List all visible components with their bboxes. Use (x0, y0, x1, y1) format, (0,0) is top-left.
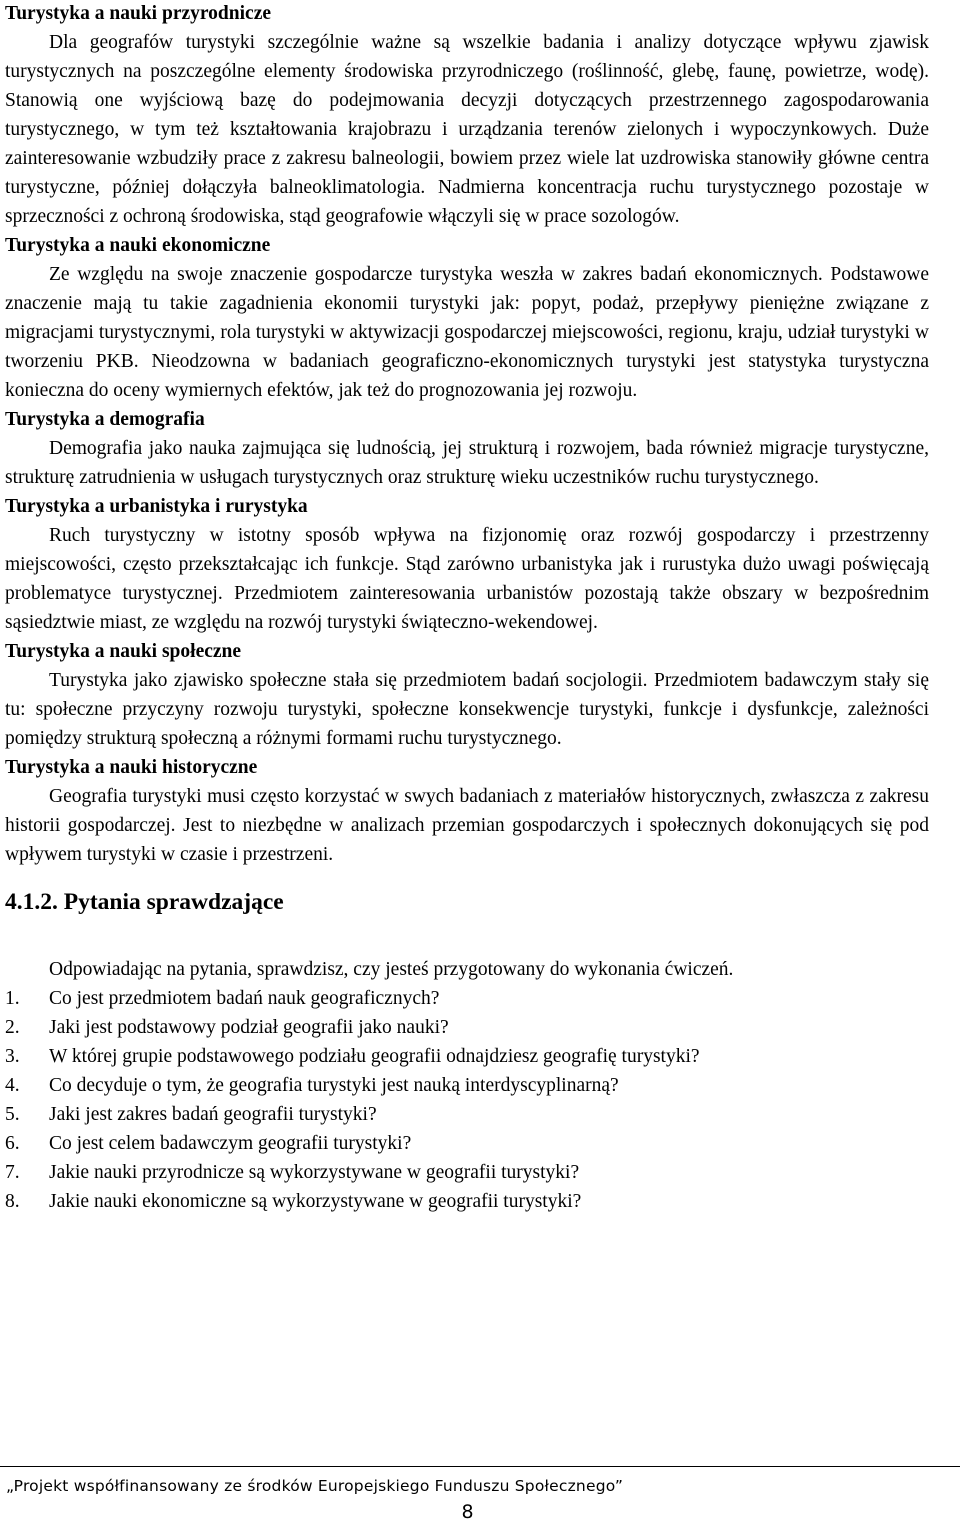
question-item (5, 984, 929, 1013)
question-text: Jaki jest zakres badań geografii turystyki? (49, 1104, 377, 1125)
footer-text: „Projekt współfinansowany ze środków Europejskiego Funduszu Społecznego” (6, 1477, 624, 1495)
page-number: 8 (461, 1501, 474, 1523)
question-text: Jakie nauki przyrodnicze są wykorzystywane w geografii turystyki? (49, 1162, 580, 1183)
question-item (5, 1071, 929, 1100)
section-paragraph: Turystyka jako zjawisko społeczne stała się przedmiotem badań socjologii. Przedmiotem badawczym stały się tu: społeczne przyczyny rozwoju turystyki, społeczne konsekwencje turystyki, funkcje i dysfunkcje, zależności pomiędzy strukturą społeczną a różnymi formami ruchu turystycznego. (5, 670, 929, 749)
questions-title: 4.1.2. Pytania sprawdzające (5, 889, 284, 915)
question-item (5, 1042, 929, 1071)
question-text: Jaki jest podstawowy podział geografii jako nauki? (49, 1017, 449, 1038)
document-page (5, 0, 929, 1216)
question-number: 6. (5, 1133, 20, 1154)
question-number: 8. (5, 1191, 20, 1212)
section-heading: Turystyka a nauki przyrodnicze (5, 3, 272, 24)
question-text: W której grupie podstawowego podziału geografii odnajdziesz geografię turystyki? (49, 1046, 700, 1067)
section-paragraph: Ze względu na swoje znaczenie gospodarcze turystyka weszła w zakres badań ekonomicznych. Podstawowe znaczenie mają tu takie zagadnienia ekonomii turystyki jak: popyt, podaż, przepływy pieniężne związane z migracjami turystycznymi, rola turystyki w aktywizacji gospodarczej miejscowości, regionu, kraju, udział turystyki w tworzeniu PKB. Nieodzowna w badaniach geograficzno-ekonomicznych turystyki jest statystyka turystyczna konieczna do oceny wymiernych efektów, jak też do prognozowania jej rozwoju. (5, 264, 929, 401)
section-paragraph: Ruch turystyczny w istotny sposób wpływa na fizjonomię oraz rozwój gospodarczy i przestrzenny miejscowości, często przekształcając ich funkcje. Stąd zarówno urbanistyka jak i rurustyka dużo uwagi poświęcają problematyce turystycznej. Przedmiotem zainteresowania urbanistów pozostają także obszary w bezpośrednim sąsiedztwie miast, ze względu na rozwój turystyki świąteczno-wekendowej. (5, 525, 929, 633)
question-item (5, 1013, 929, 1042)
section-heading: Turystyka a nauki historyczne (5, 757, 258, 778)
question-number: 4. (5, 1075, 20, 1096)
question-text: Co jest przedmiotem badań nauk geograficznych? (49, 988, 440, 1009)
question-item (5, 1129, 929, 1158)
section-heading: Turystyka a urbanistyka i rurystyka (5, 496, 308, 517)
question-number: 5. (5, 1104, 20, 1125)
question-number: 3. (5, 1046, 20, 1067)
question-text: Co jest celem badawczym geografii turystyki? (49, 1133, 412, 1154)
question-item (5, 1187, 929, 1216)
question-text: Jakie nauki ekonomiczne są wykorzystywane w geografii turystyki? (49, 1191, 582, 1212)
section-paragraph: Demografia jako nauka zajmująca się ludnością, jej strukturą i rozwojem, bada również migracje turystyczne, strukturę zatrudnienia w usługach turystycznych oraz strukturę wieku uczestników ruchu turystycznego. (5, 438, 929, 488)
questions-intro: Odpowiadając na pytania, sprawdzisz, czy jesteś przygotowany do wykonania ćwiczeń. (49, 959, 734, 980)
question-item (5, 1158, 929, 1187)
section-heading: Turystyka a nauki ekonomiczne (5, 235, 271, 256)
question-text: Co decyduje o tym, że geografia turystyki jest nauką interdyscyplinarną? (49, 1075, 619, 1096)
section-heading: Turystyka a nauki społeczne (5, 641, 242, 662)
questions-list (5, 984, 929, 1216)
question-number: 2. (5, 1017, 20, 1038)
section-heading: Turystyka a demografia (5, 409, 205, 430)
question-number: 7. (5, 1162, 20, 1183)
question-number: 1. (5, 988, 20, 1009)
section-paragraph: Dla geografów turystyki szczególnie ważne są wszelkie badania i analizy dotyczące wpływu zjawisk turystycznych na poszczególne elementy środowiska przyrodniczego (roślinność, glebę, faunę, powietrze, wodę). Stanowią one wyjściową bazę do podejmowania decyzji dotyczących przestrzennego zagospodarowania turystycznego, w tym też kształtowania krajobrazu i urządzania terenów zielonych i wypoczynkowych. Duże zainteresowanie wzbudziły prace z zakresu balneologii, bowiem przez wiele lat uzdrowiska stanowiły główne centra turystyczne, później dołączyła balneoklimatologia. Nadmierna koncentracja ruchu turystycznego pozostaje w sprzeczności z ochroną środowiska, stąd geografowie włączyli się w prace sozologów. (5, 32, 929, 227)
page-footer (0, 1466, 960, 1496)
question-item (5, 1100, 929, 1129)
section-paragraph: Geografia turystyki musi często korzystać w swych badaniach z materiałów historycznych, zwłaszcza z zakresu historii gospodarczej. Jest to niezbędne w analizach przemian gospodarczych i społecznych dokonujących się pod wpływem turystyki w czasie i przestrzeni. (5, 786, 929, 865)
